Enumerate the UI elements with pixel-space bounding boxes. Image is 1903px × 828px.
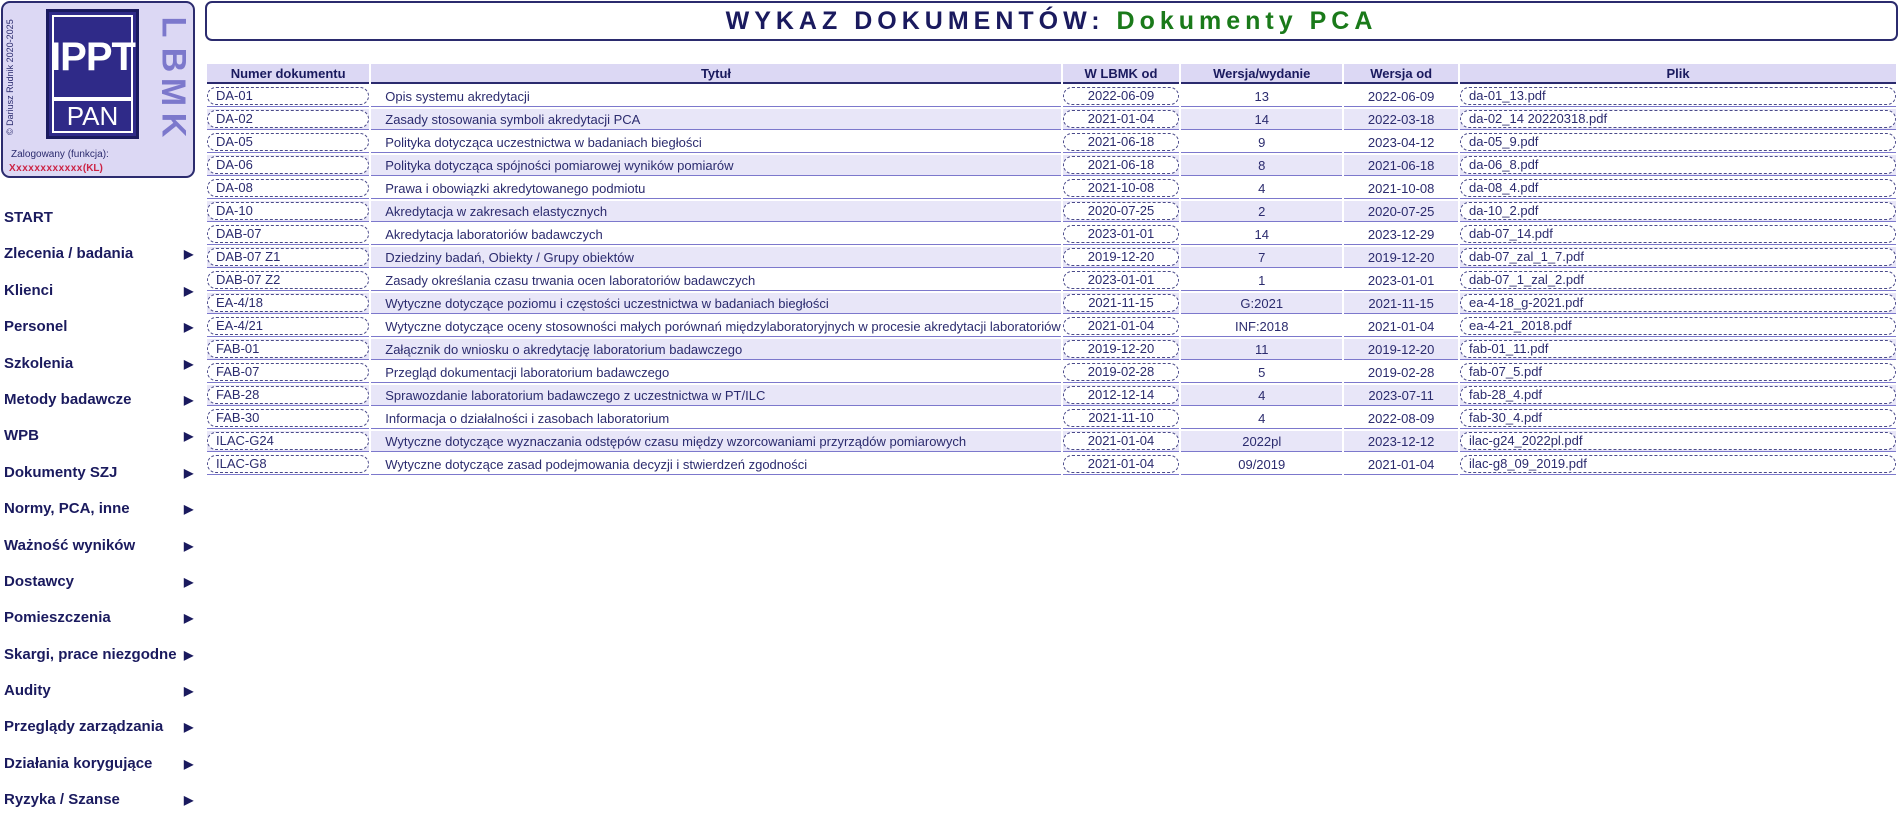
sidebar-item[interactable]	[0, 427, 200, 463]
document-number-link[interactable]: EA-4/18	[207, 294, 369, 312]
lbmk-since-date-cell	[1063, 362, 1180, 383]
document-file-cell	[1460, 132, 1896, 153]
column-header-file[interactable]: Plik	[1460, 64, 1896, 84]
sidebar-item-label: Personel	[4, 318, 68, 336]
document-file-link[interactable]: da-08_4.pdf	[1460, 179, 1896, 197]
document-file-link[interactable]: fab-30_4.pdf	[1460, 409, 1896, 427]
sidebar-item[interactable]	[0, 318, 200, 354]
lbmk-since-date-link[interactable]: 2023-01-01	[1063, 271, 1180, 289]
document-file-link[interactable]: da-05_9.pdf	[1460, 133, 1896, 151]
sidebar-item-label: Ważność wyników	[4, 536, 136, 554]
sidebar-item[interactable]	[0, 500, 200, 536]
document-title-cell: Opis systemu akredytacji	[371, 86, 1060, 107]
sidebar-item-label: Zlecenia / badania	[4, 245, 134, 263]
table-row	[207, 247, 1896, 268]
sidebar-item-label: START	[4, 209, 53, 226]
table-row	[207, 86, 1896, 107]
lbmk-since-date-link[interactable]: 2021-01-04	[1063, 317, 1180, 335]
lbmk-since-date-cell	[1063, 86, 1180, 107]
logo-pan-text: PAN	[52, 99, 133, 133]
document-number-cell	[207, 339, 369, 360]
document-number-cell	[207, 316, 369, 337]
document-number-cell	[207, 293, 369, 314]
document-file-link[interactable]: dab-07_zal_1_7.pdf	[1460, 248, 1896, 266]
document-number-cell	[207, 155, 369, 176]
document-number-cell	[207, 431, 369, 452]
document-number-link[interactable]: FAB-30	[207, 409, 369, 427]
lbmk-since-date-link[interactable]: 2023-01-01	[1063, 225, 1180, 243]
submenu-arrow-icon: ▶	[184, 793, 194, 808]
table-row	[207, 201, 1896, 222]
lbmk-since-date-cell	[1063, 201, 1180, 222]
sidebar-item[interactable]	[0, 718, 200, 754]
lbmk-since-date-cell	[1063, 178, 1180, 199]
document-title-cell: Wytyczne dotyczące zasad podejmowania decyzji i stwierdzeń zgodności	[371, 454, 1060, 475]
sidebar-item[interactable]	[0, 609, 200, 645]
sidebar-item[interactable]	[0, 573, 200, 609]
document-number-cell	[207, 178, 369, 199]
lbmk-since-date-cell	[1063, 408, 1180, 429]
lbmk-since-date-cell	[1063, 247, 1180, 268]
document-number-cell	[207, 224, 369, 245]
document-number-cell	[207, 270, 369, 291]
table-row	[207, 385, 1896, 406]
version-since-date-cell: 2022-06-09	[1344, 86, 1458, 107]
document-file-cell	[1460, 247, 1896, 268]
sidebar-item[interactable]	[0, 682, 200, 718]
submenu-arrow-icon: ▶	[184, 611, 194, 626]
document-file-link[interactable]: dab-07_14.pdf	[1460, 225, 1896, 243]
submenu-arrow-icon: ▶	[184, 356, 194, 371]
lbmk-since-date-link[interactable]: 2022-06-09	[1063, 87, 1180, 105]
document-file-cell	[1460, 385, 1896, 406]
version-since-date-cell: 2021-11-15	[1344, 293, 1458, 314]
document-version-cell: G:2021	[1181, 293, 1342, 314]
document-version-cell: 11	[1181, 339, 1342, 360]
submenu-arrow-icon: ▶	[184, 756, 194, 771]
version-since-date-cell: 2022-03-18	[1344, 109, 1458, 130]
document-title-cell: Załącznik do wniosku o akredytację laboratorium badawczego	[371, 339, 1060, 360]
lbmk-since-date-link[interactable]: 2019-12-20	[1063, 248, 1180, 266]
sidebar-item-label: Audity	[4, 682, 51, 700]
lbmk-letter: K	[154, 112, 192, 138]
sidebar-item-label: Działania korygujące	[4, 754, 153, 772]
version-since-date-cell: 2023-12-29	[1344, 224, 1458, 245]
sidebar-item-label: Skargi, prace niezgodne	[4, 645, 177, 663]
sidebar-item-label: Metody badawcze	[4, 390, 132, 408]
document-title-cell: Polityka dotycząca spójności pomiarowej wyników pomiarów	[371, 155, 1060, 176]
submenu-arrow-icon: ▶	[184, 392, 194, 407]
login-user-name: Xxxxxxxxxxxx	[9, 163, 83, 174]
document-title-cell: Akredytacja w zakresach elastycznych	[371, 201, 1060, 222]
lbmk-since-date-link[interactable]: 2021-11-15	[1063, 294, 1180, 312]
table-row	[207, 454, 1896, 475]
version-since-date-cell: 2019-02-28	[1344, 362, 1458, 383]
logo-panel	[1, 1, 195, 178]
ippt-pan-logo[interactable]	[46, 9, 139, 139]
document-file-cell	[1460, 224, 1896, 245]
sidebar-item-label: Dokumenty SZJ	[4, 463, 118, 481]
lbmk-letter: B	[154, 47, 192, 72]
lbmk-since-date-link[interactable]: 2021-06-18	[1063, 156, 1180, 174]
logo-ippt-text: IPPT	[52, 15, 133, 99]
version-since-date-cell: 2019-12-20	[1344, 247, 1458, 268]
document-file-link[interactable]: ea-4-21_2018.pdf	[1460, 317, 1896, 335]
document-version-cell: 4	[1181, 385, 1342, 406]
version-since-date-cell: 2021-10-08	[1344, 178, 1458, 199]
document-version-cell: 14	[1181, 224, 1342, 245]
table-row	[207, 408, 1896, 429]
submenu-arrow-icon: ▶	[184, 720, 194, 735]
sidebar-menu	[0, 209, 200, 828]
document-number-cell	[207, 247, 369, 268]
document-version-cell: 14	[1181, 109, 1342, 130]
document-title-cell: Zasady stosowania symboli akredytacji PCA	[371, 109, 1060, 130]
login-label: Zalogowany (funkcja):	[11, 149, 109, 160]
lbmk-since-date-link[interactable]: 2021-10-08	[1063, 179, 1180, 197]
document-number-link[interactable]: DA-02	[207, 110, 369, 128]
lbmk-since-date-cell	[1063, 270, 1180, 291]
lbmk-since-date-link[interactable]: 2020-07-25	[1063, 202, 1180, 220]
version-since-date-cell: 2023-01-01	[1344, 270, 1458, 291]
document-file-cell	[1460, 270, 1896, 291]
lbmk-since-date-cell	[1063, 385, 1180, 406]
column-header-version[interactable]: Wersja/wydanie	[1181, 64, 1342, 84]
document-title-cell: Polityka dotycząca uczestnictwa w badaniach biegłości	[371, 132, 1060, 153]
version-since-date-cell: 2020-07-25	[1344, 201, 1458, 222]
table-row	[207, 316, 1896, 337]
sidebar-item-label: Pomieszczenia	[4, 609, 111, 627]
submenu-arrow-icon: ▶	[184, 320, 194, 335]
sidebar-item[interactable]	[0, 755, 200, 791]
document-file-link[interactable]: dab-07_1_zal_2.pdf	[1460, 271, 1896, 289]
document-title-cell: Wytyczne dotyczące wyznaczania odstępów czasu między wzorcowaniami przyrządów pomiarowych	[371, 431, 1060, 452]
document-title-cell: Dziedziny badań, Obiekty / Grupy obiektów	[371, 247, 1060, 268]
lbmk-since-date-link[interactable]: 2021-06-18	[1063, 133, 1180, 151]
sidebar-item-label: Klienci	[4, 281, 54, 299]
table-row	[207, 178, 1896, 199]
document-version-cell: 2	[1181, 201, 1342, 222]
sidebar-item-label: Normy, PCA, inne	[4, 500, 130, 518]
document-number-cell	[207, 454, 369, 475]
document-file-cell	[1460, 109, 1896, 130]
sidebar-item[interactable]	[0, 282, 200, 318]
sidebar-item[interactable]	[0, 209, 200, 245]
document-number-cell	[207, 408, 369, 429]
lbmk-logo	[153, 11, 193, 141]
lbmk-since-date-cell	[1063, 316, 1180, 337]
sidebar-item[interactable]	[0, 245, 200, 281]
document-file-cell	[1460, 178, 1896, 199]
document-title-cell: Przegląd dokumentacji laboratorium badawczego	[371, 362, 1060, 383]
document-version-cell: 4	[1181, 408, 1342, 429]
document-number-cell	[207, 201, 369, 222]
lbmk-since-date-cell	[1063, 454, 1180, 475]
version-since-date-cell: 2019-12-20	[1344, 339, 1458, 360]
submenu-arrow-icon: ▶	[184, 247, 194, 262]
submenu-arrow-icon: ▶	[184, 502, 194, 517]
document-number-cell	[207, 385, 369, 406]
document-file-cell	[1460, 431, 1896, 452]
page-title	[205, 1, 1898, 41]
table-row	[207, 109, 1896, 130]
document-version-cell: 09/2019	[1181, 454, 1342, 475]
login-user-role: (KL)	[82, 163, 103, 174]
document-title-cell: Wytyczne dotyczące poziomu i częstości uczestnictwa w badaniach biegłości	[371, 293, 1060, 314]
document-file-link[interactable]: da-02_14 20220318.pdf	[1460, 110, 1896, 128]
page-title-prefix: WYKAZ DOKUMENTÓW:	[725, 7, 1105, 35]
document-number-link[interactable]: DAB-07	[207, 225, 369, 243]
document-version-cell: 9	[1181, 132, 1342, 153]
page-title-category: Dokumenty PCA	[1116, 7, 1378, 35]
document-file-link[interactable]: fab-01_11.pdf	[1460, 340, 1896, 358]
column-header-title[interactable]: Tytuł	[371, 64, 1060, 84]
document-number-link[interactable]: DAB-07 Z1	[207, 248, 369, 266]
documents-table-body	[207, 86, 1896, 475]
lbmk-letter: L	[154, 16, 192, 38]
document-number-link[interactable]: FAB-07	[207, 363, 369, 381]
document-file-cell	[1460, 339, 1896, 360]
document-title-cell: Wytyczne dotyczące oceny stosowności małych porównań międzylaboratoryjnych w procesie akredytacji laboratoriów	[371, 316, 1060, 337]
table-row	[207, 362, 1896, 383]
document-file-cell	[1460, 201, 1896, 222]
document-version-cell: 4	[1181, 178, 1342, 199]
document-title-cell: Informacja o działalności i zasobach laboratorium	[371, 408, 1060, 429]
lbmk-since-date-link[interactable]: 2021-11-10	[1063, 409, 1180, 427]
submenu-arrow-icon: ▶	[184, 429, 194, 444]
document-number-link[interactable]: DA-05	[207, 133, 369, 151]
table-row	[207, 431, 1896, 452]
lbmk-letter: M	[153, 78, 192, 107]
document-title-cell: Zasady określania czasu trwania ocen laboratoriów badawczych	[371, 270, 1060, 291]
document-file-link[interactable]: da-01_13.pdf	[1460, 87, 1896, 105]
document-file-cell	[1460, 155, 1896, 176]
version-since-date-cell: 2021-06-18	[1344, 155, 1458, 176]
sidebar-item[interactable]	[0, 537, 200, 573]
document-number-link[interactable]: FAB-28	[207, 386, 369, 404]
document-file-cell	[1460, 362, 1896, 383]
sidebar-item[interactable]	[0, 791, 200, 827]
document-number-cell	[207, 132, 369, 153]
document-version-cell: 8	[1181, 155, 1342, 176]
document-title-cell: Sprawozdanie laboratorium badawczego z uczestnictwa w PT/ILC	[371, 385, 1060, 406]
login-user	[9, 163, 103, 174]
sidebar-item-label: Przeglądy zarządzania	[4, 718, 164, 736]
sidebar-item[interactable]	[0, 464, 200, 500]
copyright-note: © Dariusz Rudnik 2020-2025	[5, 19, 15, 135]
sidebar-item-label: WPB	[4, 427, 39, 445]
version-since-date-cell: 2022-08-09	[1344, 408, 1458, 429]
lbmk-since-date-link[interactable]: 2021-01-04	[1063, 110, 1180, 128]
document-version-cell: 2022pl	[1181, 431, 1342, 452]
lbmk-since-date-cell	[1063, 293, 1180, 314]
lbmk-since-date-link[interactable]: 2021-01-04	[1063, 455, 1180, 473]
lbmk-since-date-cell	[1063, 431, 1180, 452]
lbmk-since-date-link[interactable]: 2019-02-28	[1063, 363, 1180, 381]
document-number-cell	[207, 362, 369, 383]
document-file-cell	[1460, 293, 1896, 314]
sidebar-item[interactable]	[0, 646, 200, 682]
document-file-link[interactable]: ea-4-18_g-2021.pdf	[1460, 294, 1896, 312]
document-version-cell: 1	[1181, 270, 1342, 291]
version-since-date-cell: 2023-12-12	[1344, 431, 1458, 452]
document-number-cell	[207, 109, 369, 130]
document-file-link[interactable]: ilac-g8_09_2019.pdf	[1460, 455, 1896, 473]
table-row	[207, 132, 1896, 153]
lbmk-since-date-cell	[1063, 155, 1180, 176]
submenu-arrow-icon: ▶	[184, 538, 194, 553]
sidebar-item-label: Szkolenia	[4, 354, 74, 372]
document-number-cell	[207, 86, 369, 107]
lbmk-since-date-cell	[1063, 224, 1180, 245]
sidebar-item-label: Ryzyka / Szanse	[4, 791, 120, 809]
document-number-link[interactable]: DA-08	[207, 179, 369, 197]
document-number-link[interactable]: ILAC-G24	[207, 432, 369, 450]
document-number-link[interactable]: DAB-07 Z2	[207, 271, 369, 289]
submenu-arrow-icon: ▶	[184, 283, 194, 298]
version-since-date-cell: 2023-04-12	[1344, 132, 1458, 153]
table-row	[207, 293, 1896, 314]
table-row	[207, 339, 1896, 360]
document-file-link[interactable]: fab-07_5.pdf	[1460, 363, 1896, 381]
lbmk-since-date-cell	[1063, 339, 1180, 360]
table-header-row	[207, 64, 1896, 84]
document-title-cell: Prawa i obowiązki akredytowanego podmiotu	[371, 178, 1060, 199]
column-header-lbmk-since[interactable]: W LBMK od	[1063, 64, 1180, 84]
lbmk-since-date-link[interactable]: 2012-12-14	[1063, 386, 1180, 404]
table-row	[207, 224, 1896, 245]
table-row	[207, 270, 1896, 291]
submenu-arrow-icon: ▶	[184, 647, 194, 662]
document-title-cell: Akredytacja laboratoriów badawczych	[371, 224, 1060, 245]
document-file-cell	[1460, 408, 1896, 429]
submenu-arrow-icon: ▶	[184, 465, 194, 480]
document-file-link[interactable]: da-10_2.pdf	[1460, 202, 1896, 220]
document-file-link[interactable]: da-06_8.pdf	[1460, 156, 1896, 174]
document-number-link[interactable]: ILAC-G8	[207, 455, 369, 473]
document-file-link[interactable]: ilac-g24_2022pl.pdf	[1460, 432, 1896, 450]
version-since-date-cell: 2023-07-11	[1344, 385, 1458, 406]
document-version-cell: 13	[1181, 86, 1342, 107]
column-header-version-since[interactable]: Wersja od	[1344, 64, 1458, 84]
version-since-date-cell: 2021-01-04	[1344, 454, 1458, 475]
column-header-number[interactable]: Numer dokumentu	[207, 64, 369, 84]
document-number-link[interactable]: DA-06	[207, 156, 369, 174]
lbmk-since-date-link[interactable]: 2021-01-04	[1063, 432, 1180, 450]
sidebar-item[interactable]	[0, 355, 200, 391]
document-number-link[interactable]: DA-01	[207, 87, 369, 105]
document-file-cell	[1460, 316, 1896, 337]
document-version-cell: 7	[1181, 247, 1342, 268]
sidebar-item[interactable]	[0, 391, 200, 427]
document-number-link[interactable]: EA-4/21	[207, 317, 369, 335]
document-file-link[interactable]: fab-28_4.pdf	[1460, 386, 1896, 404]
lbmk-since-date-cell	[1063, 132, 1180, 153]
submenu-arrow-icon: ▶	[184, 684, 194, 699]
lbmk-since-date-link[interactable]: 2019-12-20	[1063, 340, 1180, 358]
document-number-link[interactable]: FAB-01	[207, 340, 369, 358]
version-since-date-cell: 2021-01-04	[1344, 316, 1458, 337]
document-file-cell	[1460, 86, 1896, 107]
document-version-cell: INF:2018	[1181, 316, 1342, 337]
submenu-arrow-icon: ▶	[184, 574, 194, 589]
lbmk-since-date-cell	[1063, 109, 1180, 130]
sidebar-item-label: Dostawcy	[4, 572, 75, 590]
document-number-link[interactable]: DA-10	[207, 202, 369, 220]
document-version-cell: 5	[1181, 362, 1342, 383]
document-file-cell	[1460, 454, 1896, 475]
documents-table	[205, 62, 1898, 477]
table-row	[207, 155, 1896, 176]
